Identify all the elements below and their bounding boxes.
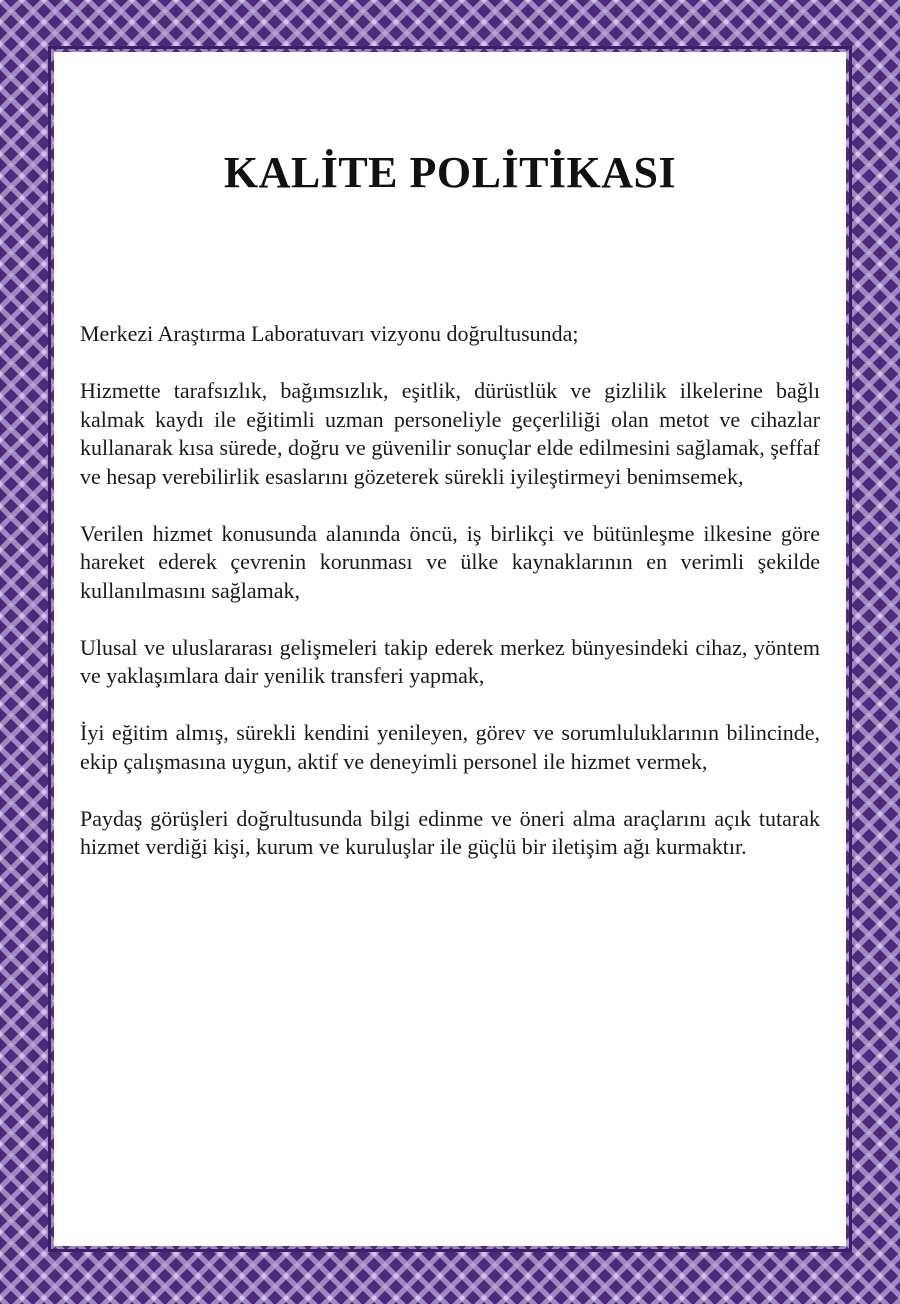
page-title: KALİTE POLİTİKASI (223, 148, 677, 197)
policy-paragraph-4: İyi eğitim almış, sürekli kendini yenileyen, görev ve sorumluluklarının bilincinde, ekip çalışmasına uygun, aktif ve deneyimli personel ile hizmet vermek, (80, 720, 820, 774)
policy-paragraph-5: Paydaş görüşleri doğrultusunda bilgi edinme ve öneri alma araçlarını açık tutarak hizmet verdiği kişi, kurum ve kuruluşlar ile güçlü bir iletişim ağı kurmaktır. (80, 805, 820, 859)
intro-paragraph: Merkezi Araştırma Laboratuvarı vizyonu doğrultusunda; (80, 321, 579, 346)
policy-body (80, 320, 820, 890)
policy-paragraph-3: Ulusal ve uluslararası gelişmeleri takip ederek merkez bünyesindeki cihaz, yöntem ve yaklaşımlara dair yenilik transferi yapmak, (80, 634, 820, 688)
policy-paragraph-1: Hizmette tarafsızlık, bağımsızlık, eşitlik, dürüstlük ve gizlilik ilkelerine bağlı kalmak kaydı ile eğitimli uzman personeliyle geçerliliği olan metot ve cihazlar kullanarak kısa sürede, doğru ve güvenilir sonuçlar elde edilmesini sağlamak, şeffaf ve hesap verebilirlik esaslarını gözeterek sürekli iyileştirmeyi benimsemek, (80, 378, 820, 489)
policy-paragraph-2: Verilen hizmet konusunda alanında öncü, iş birlikçi ve bütünleşme ilkesine göre hareket ederek çevrenin korunması ve ülke kaynaklarının en verimli şekilde kullanılmasını sağlamak, (80, 520, 820, 603)
document-page (54, 52, 846, 1246)
